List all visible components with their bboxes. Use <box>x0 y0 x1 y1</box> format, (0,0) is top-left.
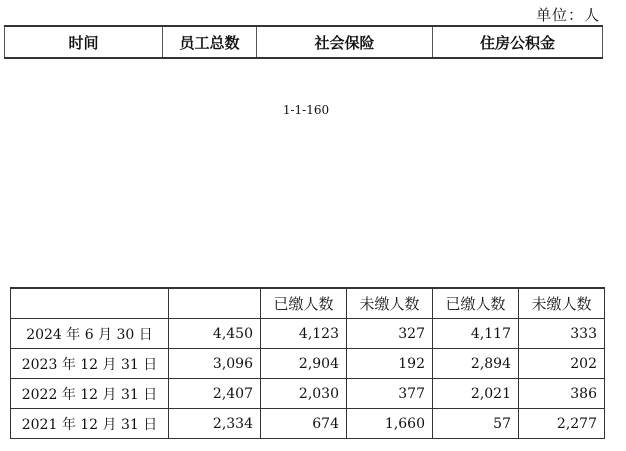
sub-header-cell <box>169 288 261 319</box>
header-total-employees: 员工总数 <box>163 26 257 58</box>
sub-header-si-unpaid: 未缴人数 <box>347 288 433 319</box>
unit-label: 单位：人 <box>535 6 600 24</box>
row-hf-unpaid: 202 <box>519 349 605 379</box>
row-date: 2024 年 6 月 30 日 <box>11 319 169 349</box>
row-hf-paid: 57 <box>433 409 519 439</box>
row-si-paid: 4,123 <box>261 319 347 349</box>
header-row <box>5 26 603 58</box>
row-date: 2022 年 12 月 31 日 <box>11 379 169 409</box>
row-date: 2023 年 12 月 31 日 <box>11 349 169 379</box>
row-si-unpaid: 192 <box>347 349 433 379</box>
row-si-paid: 2,904 <box>261 349 347 379</box>
employee-insurance-data-table <box>10 287 605 439</box>
row-hf-unpaid: 2,277 <box>519 409 605 439</box>
header-housing-fund: 住房公积金 <box>433 26 603 58</box>
header-social-insurance: 社会保险 <box>257 26 433 58</box>
row-si-paid: 674 <box>261 409 347 439</box>
page-number: 1-1-160 <box>282 103 330 117</box>
sub-header-row <box>11 288 605 319</box>
row-total: 3,096 <box>169 349 261 379</box>
row-si-paid: 2,030 <box>261 379 347 409</box>
table-row <box>11 379 605 409</box>
row-date: 2021 年 12 月 31 日 <box>11 409 169 439</box>
table-row <box>11 409 605 439</box>
row-hf-paid: 4,117 <box>433 319 519 349</box>
row-hf-paid: 2,894 <box>433 349 519 379</box>
sub-header-cell <box>11 288 169 319</box>
row-hf-unpaid: 386 <box>519 379 605 409</box>
employee-insurance-header-table <box>4 25 603 59</box>
row-si-unpaid: 327 <box>347 319 433 349</box>
row-si-unpaid: 1,660 <box>347 409 433 439</box>
header-time: 时间 <box>5 26 163 58</box>
row-total: 4,450 <box>169 319 261 349</box>
table-row <box>11 349 605 379</box>
table-row <box>11 319 605 349</box>
row-hf-paid: 2,021 <box>433 379 519 409</box>
row-hf-unpaid: 333 <box>519 319 605 349</box>
sub-header-hf-paid: 已缴人数 <box>433 288 519 319</box>
row-total: 2,407 <box>169 379 261 409</box>
sub-header-hf-unpaid: 未缴人数 <box>519 288 605 319</box>
row-si-unpaid: 377 <box>347 379 433 409</box>
row-total: 2,334 <box>169 409 261 439</box>
sub-header-si-paid: 已缴人数 <box>261 288 347 319</box>
